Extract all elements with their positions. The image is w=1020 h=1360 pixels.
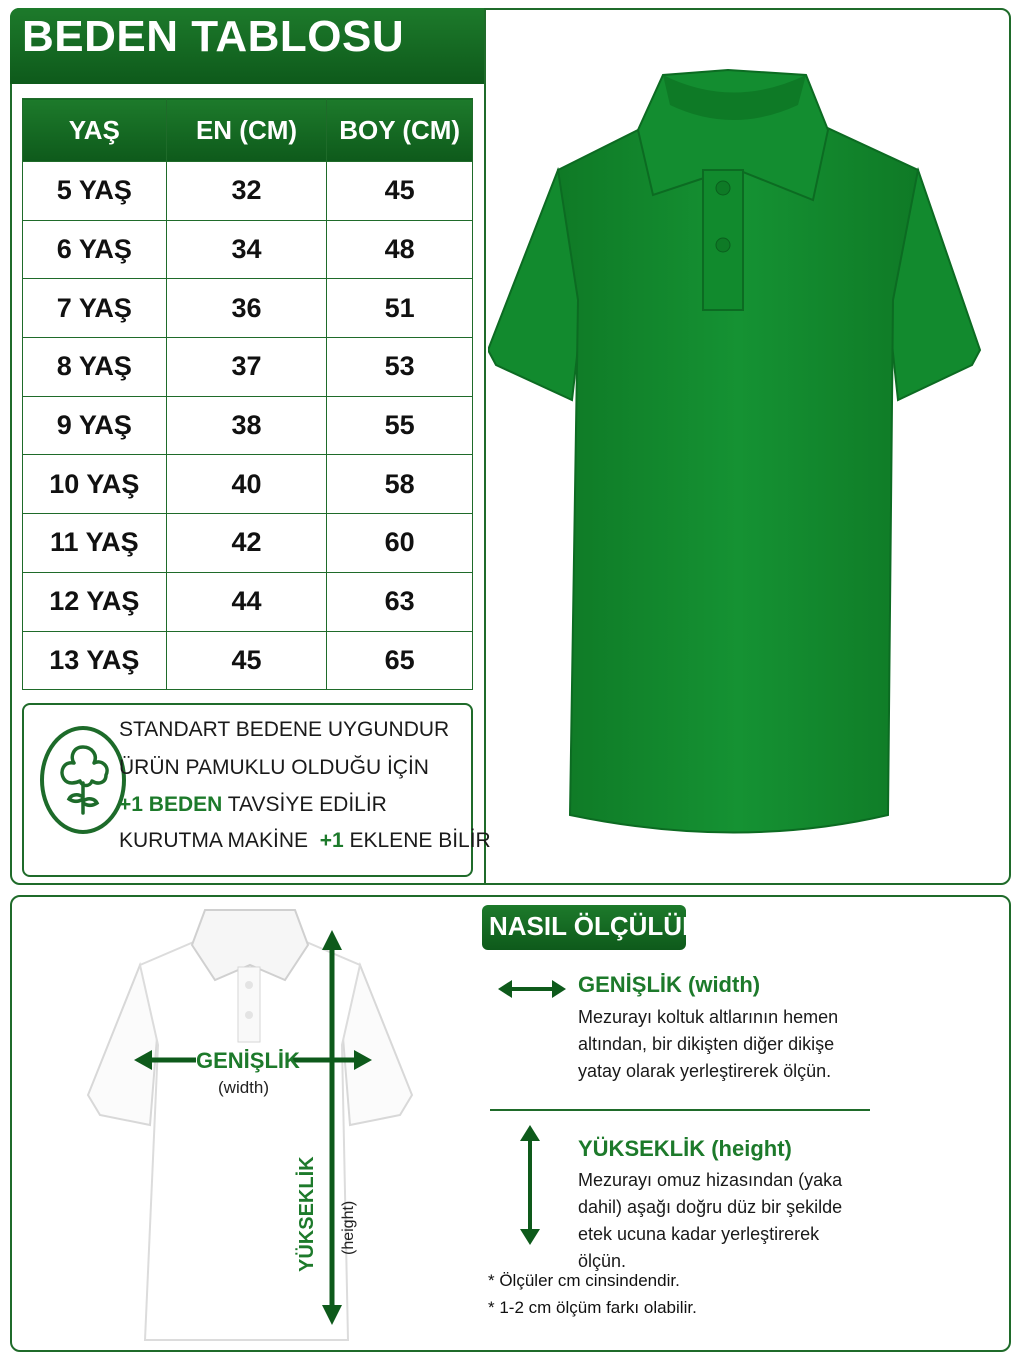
cell-age: 10 YAŞ <box>23 455 167 514</box>
cell-length: 65 <box>327 631 473 690</box>
shirt-width-sublabel: (width) <box>218 1078 270 1097</box>
size-table <box>22 98 473 690</box>
width-section-title: GENİŞLİK (width) <box>578 972 761 997</box>
note-highlight-size: +1 BEDEN <box>119 793 223 816</box>
table-header-row <box>23 99 473 162</box>
cell-width: 40 <box>166 455 327 514</box>
cell-width: 36 <box>166 279 327 338</box>
column-header-age: YAŞ <box>23 99 167 162</box>
cell-width: 42 <box>166 514 327 573</box>
section-divider <box>490 1109 870 1111</box>
column-header-width: EN (CM) <box>166 99 327 162</box>
measure-arrows <box>120 920 390 1340</box>
table-row <box>23 514 473 573</box>
note-line-3-rest: TAVSİYE EDİLİR <box>222 793 387 816</box>
cell-width: 45 <box>166 631 327 690</box>
cell-width: 32 <box>166 162 327 221</box>
shirt-height-sublabel: (height) <box>340 1200 357 1255</box>
cell-length: 45 <box>327 162 473 221</box>
cell-width: 34 <box>166 220 327 279</box>
cell-age: 7 YAŞ <box>23 279 167 338</box>
double-arrow-vertical-icon <box>518 1125 542 1245</box>
cell-age: 6 YAŞ <box>23 220 167 279</box>
table-row <box>23 162 473 221</box>
cell-length: 51 <box>327 279 473 338</box>
note-line-4-rest: EKLENE BİLİR <box>343 829 491 852</box>
note-line-2: ÜRÜN PAMUKLU OLDUĞU İÇİN <box>119 756 429 779</box>
vertical-divider <box>484 8 486 885</box>
cell-length: 53 <box>327 338 473 397</box>
cell-age: 5 YAŞ <box>23 162 167 221</box>
green-polo-shirt <box>488 60 988 850</box>
how-to-title: NASIL ÖLÇÜLÜR? <box>489 911 717 941</box>
cell-length: 55 <box>327 396 473 455</box>
table-row <box>23 455 473 514</box>
table-row <box>23 220 473 279</box>
table-row <box>23 631 473 690</box>
note-line-1: STANDART BEDENE UYGUNDUR <box>119 718 450 741</box>
cell-length: 63 <box>327 572 473 631</box>
table-row <box>23 338 473 397</box>
cell-age: 9 YAŞ <box>23 396 167 455</box>
footnote-units: * Ölçüler cm cinsindendir. <box>488 1271 680 1290</box>
table-row <box>23 572 473 631</box>
note-line-4-start: KURUTMA MAKİNE <box>119 829 320 852</box>
page-title: BEDEN TABLOSU <box>22 12 405 61</box>
footnote-tolerance: * 1-2 cm ölçüm farkı olabilir. <box>488 1298 697 1317</box>
cell-width: 37 <box>166 338 327 397</box>
cell-length: 60 <box>327 514 473 573</box>
note-line-3 <box>119 793 387 817</box>
cell-width: 44 <box>166 572 327 631</box>
shirt-width-label: GENİŞLİK <box>196 1048 300 1073</box>
note-highlight-plus: +1 <box>319 829 344 852</box>
cell-age: 11 YAŞ <box>23 514 167 573</box>
column-header-length: BOY (CM) <box>327 99 473 162</box>
cell-length: 48 <box>327 220 473 279</box>
note-line-4 <box>119 829 491 853</box>
height-section-text: Mezurayı omuz hizasından (yaka dahil) aşağı doğru düz bir şekilde etek ucuna kadar yerleştirerek ölçün. <box>578 1170 843 1271</box>
shirt-height-label: YÜKSEKLİK <box>296 1156 318 1272</box>
table-row <box>23 279 473 338</box>
cell-age: 8 YAŞ <box>23 338 167 397</box>
cell-length: 58 <box>327 455 473 514</box>
cell-age: 12 YAŞ <box>23 572 167 631</box>
width-section-text: Mezurayı koltuk altlarının hemen altından, bir dikişten diğer dikişe yatay olarak yerleştirerek ölçün. <box>578 1007 839 1081</box>
cell-age: 13 YAŞ <box>23 631 167 690</box>
cell-width: 38 <box>166 396 327 455</box>
cotton-icon <box>40 725 130 835</box>
double-arrow-horizontal-icon <box>498 978 566 1000</box>
height-section-title: YÜKSEKLİK (height) <box>578 1136 792 1161</box>
table-row <box>23 396 473 455</box>
